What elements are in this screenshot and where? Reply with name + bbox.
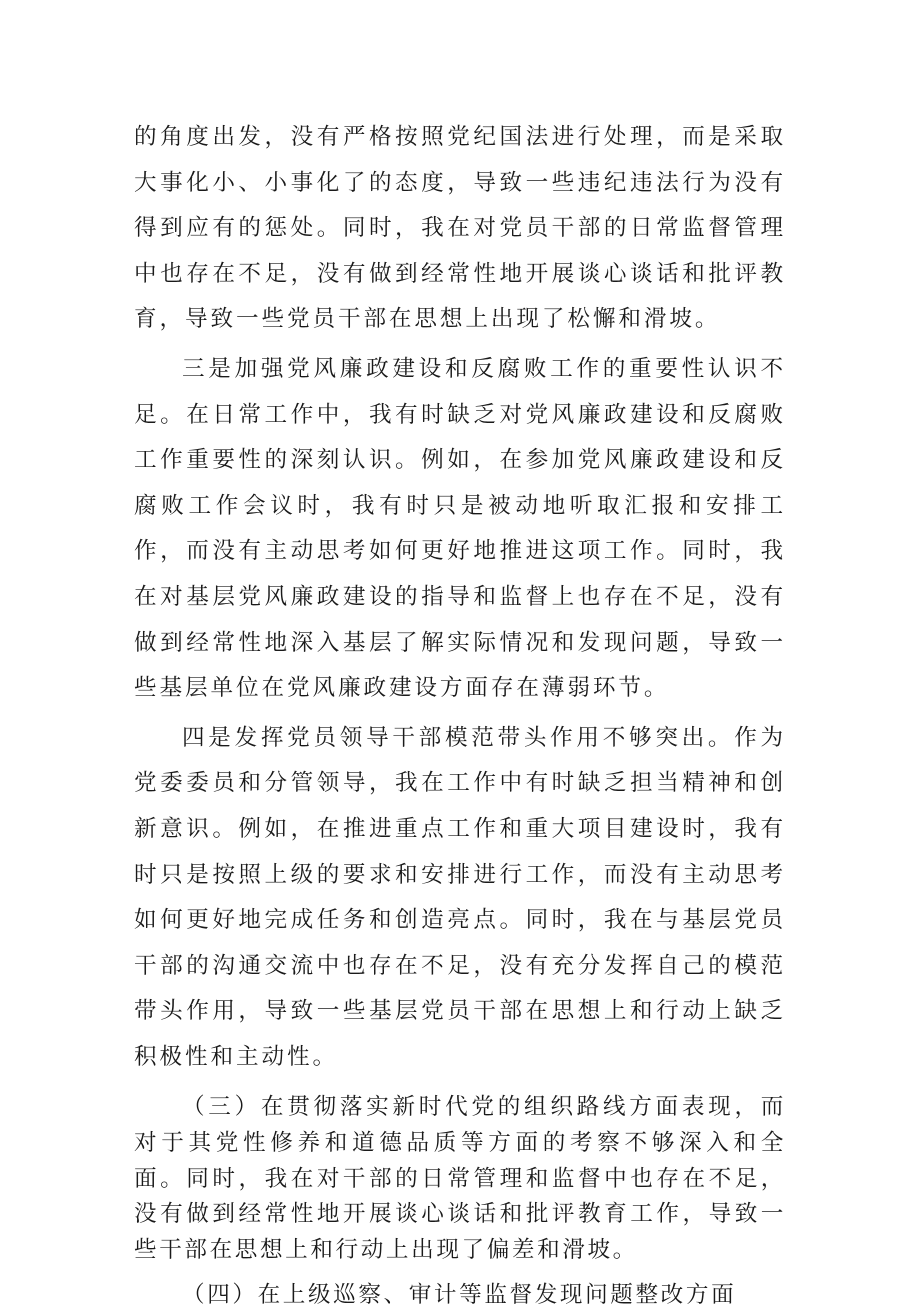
paragraph-gap — [134, 1268, 786, 1278]
document-body — [134, 115, 786, 1314]
paragraph-point-four: 四是发挥党员领导干部模范带头作用不够突出。作为党委委员和分管领导，我在工作中有时缺乏担当精神和创新意识。例如，在推进重点工作和重大项目建设时，我有时只是按照上级的要求和安排进行工作，而没有主动思考如何更好地完成任务和创造亮点。同时，我在与基层党员干部的沟通交流中也存在不足，没有充分发挥自己的模范带头作用，导致一些基层党员干部在思想上和行动上缺乏积极性和主动性。 — [134, 724, 786, 1070]
paragraph-section-four-heading: （四）在上级巡察、审计等监督发现问题整改方面 — [182, 1282, 737, 1309]
paragraph-gap — [134, 1080, 786, 1090]
paragraph-section-three: （三）在贯彻落实新时代党的组织路线方面表现，而对于其党性修养和道德品质等方面的考察不够深入和全面。同时，我在对干部的日常管理和监督中也存在不足，没有做到经常性地开展谈心谈话和批评教育工作，导致一些干部在思想上和行动上出现了偏差和滑坡。 — [134, 1094, 786, 1263]
paragraph-point-three: 三是加强党风廉政建设和反腐败工作的重要性认识不足。在日常工作中，我有时缺乏对党风廉政建设和反腐败工作重要性的深刻认识。例如，在参加党风廉政建设和反腐败工作会议时，我有时只是被动地听取汇报和安排工作，而没有主动思考如何更好地推进这项工作。同时，我在对基层党风廉政建设的指导和监督上也存在不足，没有做到经常性地深入基层了解实际情况和发现问题，导致一些基层单位在党风廉政建设方面存在薄弱环节。 — [134, 355, 786, 702]
paragraph-continuation: 的角度出发，没有严格按照党纪国法进行处理，而是采取大事化小、小事化了的态度，导致一些违纪违法行为没有得到应有的惩处。同时，我在对党员干部的日常监督管理中也存在不足，没有做到经常性地开展谈心谈话和批评教育，导致一些党员干部在思想上出现了松懈和滑坡。 — [134, 124, 786, 333]
